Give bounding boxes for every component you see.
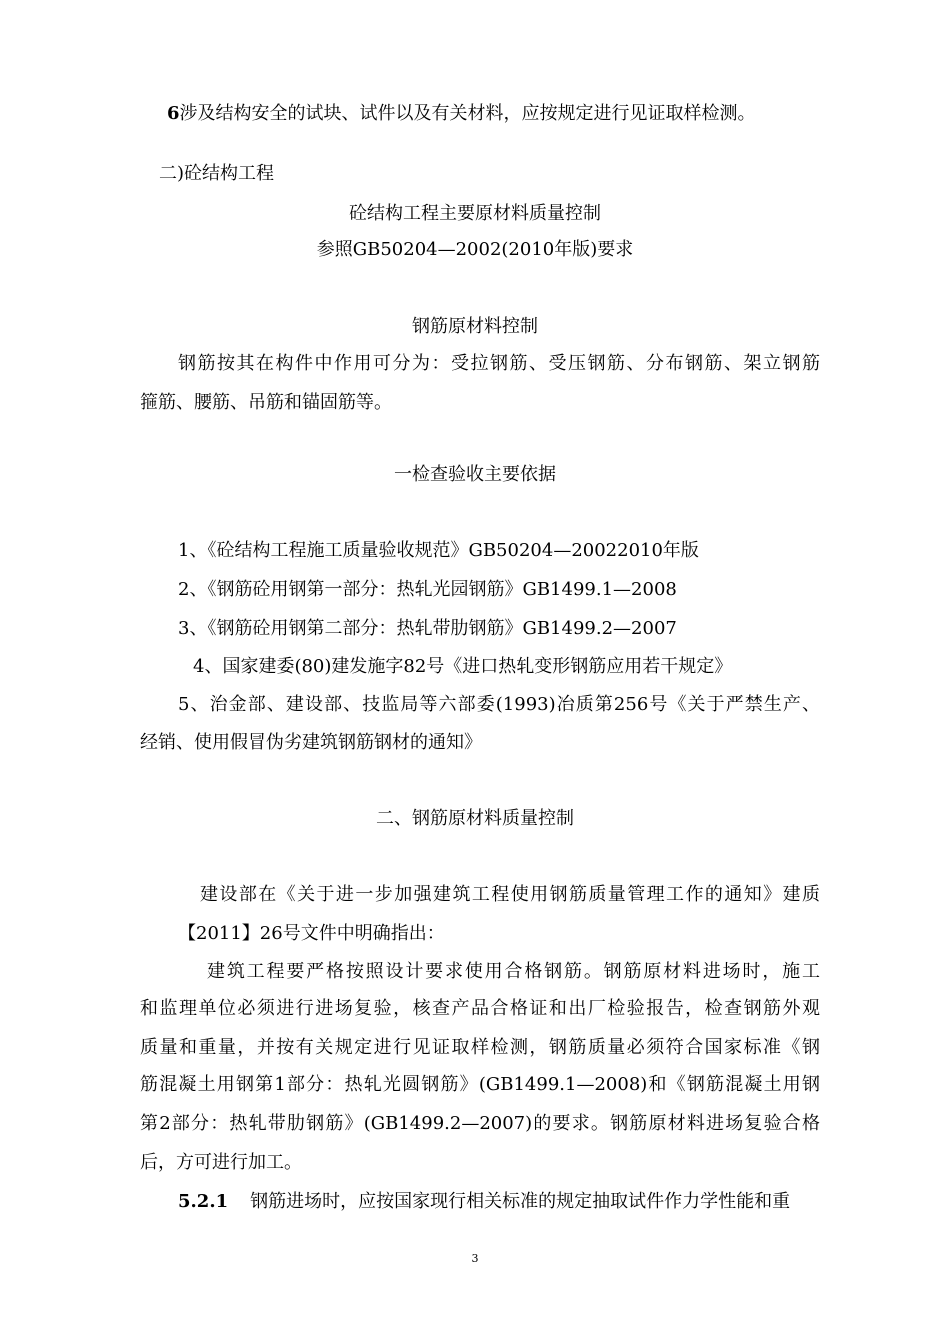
main-title: 砼结构工程主要原材料质量控制: [349, 203, 601, 224]
notice-line-1: 建设部在《关于进一步加强建筑工程使用钢筋质量管理工作的通知》建质: [200, 884, 820, 905]
item-6: [167, 102, 756, 126]
item-6-number: 6: [167, 103, 180, 124]
body-line-5: 第2部分：热轧带肋钢筋》(GB1499.2—2007)的要求。钢筋原材料进场复验合格: [140, 1113, 820, 1134]
basis-item-3: 3、《钢筋砼用钢第二部分：热轧带肋钢筋》GB1499.2—2007: [178, 618, 677, 639]
clause-text: 钢筋进场时，应按国家现行相关标准的规定抽取试件作力学性能和重: [250, 1191, 791, 1212]
section-heading-concrete: 二)砼结构工程: [159, 163, 275, 184]
body-line-2: 和监理单位必须进行进场复验，核查产品合格证和出厂检验报告，检查钢筋外观: [140, 998, 820, 1019]
basis-item-4: 4、国家建委(80)建发施字82号《进口热轧变形钢筋应用若干规定》: [193, 656, 733, 677]
notice-line-2: 【2011】26号文件中明确指出：: [178, 923, 445, 944]
body-line-6: 后，方可进行加工。: [140, 1152, 302, 1173]
item-6-text: 涉及结构安全的试块、试件以及有关材料，应按规定进行见证取样检测。: [179, 103, 756, 124]
reference-standard: 参照GB50204—2002(2010年版)要求: [316, 239, 634, 260]
clause-5-2-1: [178, 1190, 790, 1214]
heading-quality-control: 二、钢筋原材料质量控制: [376, 808, 574, 829]
rebar-classification-line-1: 钢筋按其在构件中作用可分为：受拉钢筋、受压钢筋、分布钢筋、架立钢筋: [178, 353, 820, 374]
page-number: 3: [471, 1252, 479, 1265]
body-line-1: 建筑工程要严格按照设计要求使用合格钢筋。钢筋原材料进场时，施工: [207, 961, 820, 982]
basis-item-5-continued: 经销、使用假冒伪劣建筑钢筋钢材的通知》: [140, 732, 482, 753]
rebar-classification-line-2: 箍筋、腰筋、吊筋和锚固筋等。: [140, 392, 392, 413]
basis-item-5: 5、治金部、建设部、技监局等六部委(1993)冶质第256号《关于严禁生产、: [178, 694, 820, 715]
basis-item-1: 1、《砼结构工程施工质量验收规范》GB50204—20022010年版: [178, 540, 699, 561]
heading-rebar-control: 钢筋原材料控制: [412, 316, 538, 337]
body-line-4: 筋混凝土用钢第1部分：热轧光圆钢筋》(GB1499.1—2008)和《钢筋混凝土用钢: [140, 1074, 820, 1095]
basis-item-2: 2、《钢筋砼用钢第一部分：热轧光园钢筋》GB1499.1—2008: [178, 579, 677, 600]
heading-acceptance-basis: 一检查验收主要依据: [394, 464, 556, 485]
clause-number: 5.2.1: [178, 1191, 229, 1212]
body-line-3: 质量和重量，并按有关规定进行见证取样检测，钢筋质量必须符合国家标准《钢: [140, 1037, 820, 1058]
